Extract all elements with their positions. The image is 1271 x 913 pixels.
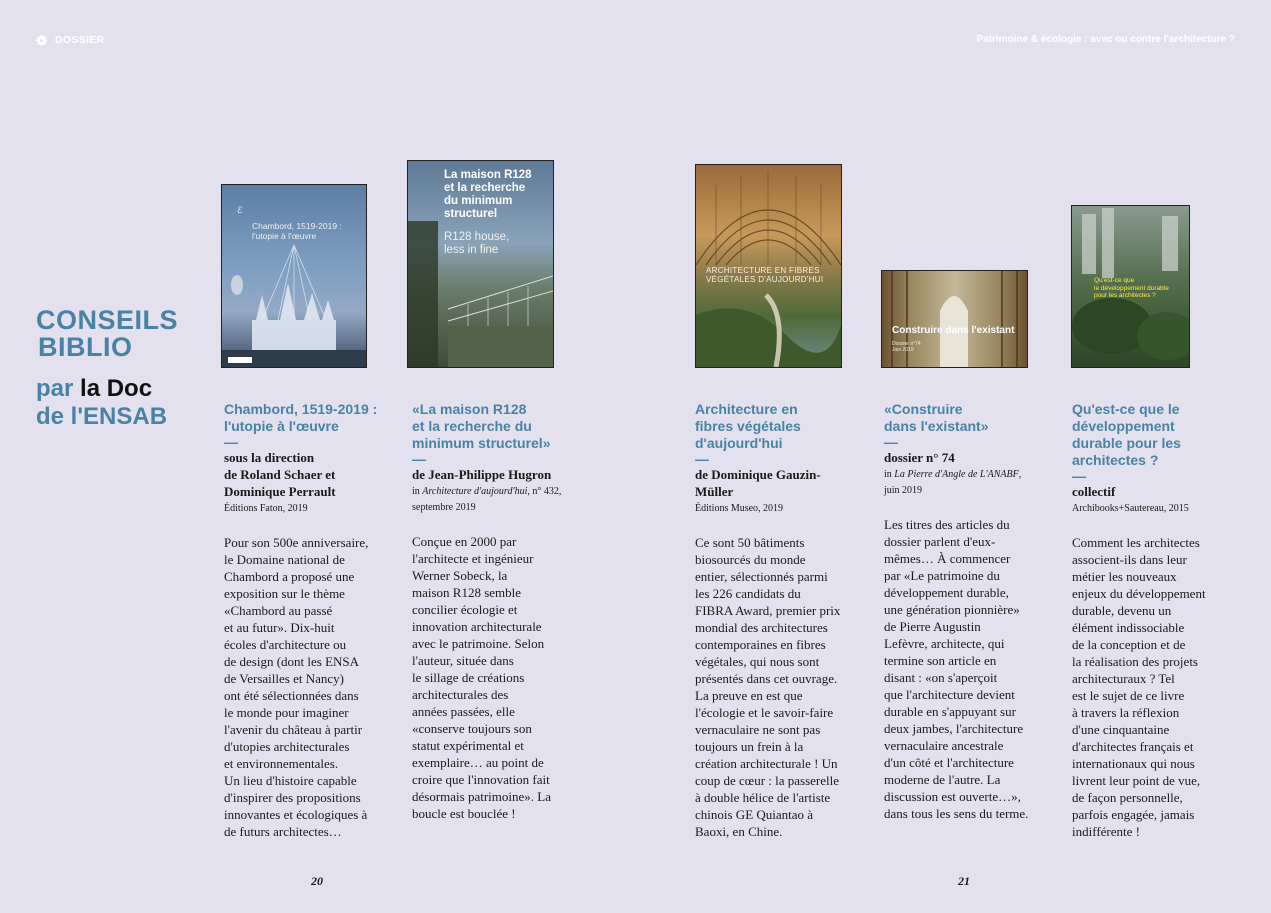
book-title: «La maison R128 et la recherche du minimum structurel» — [412, 401, 551, 451]
book-summary: Les titres des articles du dossier parlent d'eux- mêmes… À commencer par «Le patrimoine du développement durable, une génération pionnière» de Pierre Augustin Lefèvre, architecte, qui termine son article en disant : «on s'aperçoit que l'architecture devient durable en s'appuyant sur deux jambes, l'architecture vernaculaire ancestrale d'un côté et l'architecture moderne de l'autre. La discussion est ouverte…», dans tous les sens du terme. — [884, 517, 1029, 821]
title-dash: — — [884, 434, 898, 450]
book-entry-qdd — [1072, 401, 1252, 840]
book-title: Architecture en fibres végétales d'aujourd'hui — [695, 401, 801, 451]
byline-doc: la Doc — [80, 375, 153, 402]
svg-text:ℰ: ℰ — [237, 205, 243, 215]
title-dash: — — [695, 451, 709, 467]
book-entry-chambord — [224, 401, 404, 840]
book-entry-fibres — [695, 401, 875, 840]
publisher-issue: , juin 2019 — [884, 469, 1022, 496]
publisher-issue: , n° 432, septembre 2019 — [412, 486, 562, 513]
book-publisher: Éditions Faton, 2019 — [224, 503, 308, 514]
cover-chambord — [221, 184, 367, 368]
title-dash: — — [224, 434, 238, 450]
book-author: dossier n° 74 — [884, 450, 955, 465]
byline-ensab: de l'ENSAB — [36, 403, 168, 430]
book-entry-r128 — [412, 401, 592, 822]
chambord-illustration — [222, 185, 366, 367]
book-entry-existant — [884, 401, 1064, 822]
book-author: collectif — [1072, 484, 1116, 499]
book-title: «Construire dans l'existant» — [884, 401, 989, 434]
cover-existant-meta: Dossier n°74 Juin 2019 — [892, 341, 921, 353]
book-author: de Jean-Philippe Hugron — [412, 467, 552, 482]
cover-r128-title: La maison R128 et la recherche du minimum structurel — [444, 169, 532, 220]
cover-r128 — [407, 160, 554, 368]
gear-icon — [36, 35, 47, 46]
book-summary: Pour son 500e anniversaire, le Domaine national de Chambord a proposé une exposition sur le thème «Chambord au passé et au futur». Dix-huit écoles d'architecture ou de design (dont les ENSA de Versailles et Nancy) ont été sélectionnées dans le monde pour imaginer l'avenir du château à partir d'utopies architecturales et environnementales. Un lieu d'histoire capable d'inspirer des propositions innovantes et écologiques à de futurs architectes… — [224, 535, 369, 839]
page-number-right: 21 — [958, 874, 970, 888]
book-summary: Conçue en 2000 par l'architecte et ingénieur Werner Sobeck, la maison R128 semble concilier écologie et innovation architecturale avec le patrimoine. Selon l'auteur, située dans le sillage de créations architecturales des années passées, elle «conserve toujours son statut expérimental et exemplaire… au point de croire que l'innovation fait désormais patrimoine». La boucle est bouclée ! — [412, 534, 551, 821]
cover-existant — [881, 270, 1028, 368]
book-summary: Ce sont 50 bâtiments biosourcés du monde entier, sélectionnés parmi les 226 candidats du FIBRA Award, premier prix mondial des architectures contemporaines en fibres végétales, qui nous sont présentés dans cet ouvrage. La preuve en est que l'écologie et le savoir-faire vernaculaire ne sont pas toujours un frein à la création architecturale ! Un coup de cœur : la passerelle à double hélice de l'artiste chinois GE Quiantao à Baoxi, en Chine. — [695, 535, 841, 839]
publisher-prefix: in — [412, 486, 423, 497]
book-author: de Dominique Gauzin- Müller — [695, 467, 821, 499]
running-title: Patrimoine & écologie : avec ou contre l'architecture ? — [976, 34, 1235, 45]
publisher-journal: Architecture d'aujourd'hui — [422, 486, 528, 497]
cover-qdd — [1071, 205, 1190, 368]
title-dash: — — [412, 451, 426, 467]
publisher-journal: La Pierre d'Angle de L'ANABF — [894, 469, 1019, 480]
book-publisher: Éditions Museo, 2019 — [695, 503, 784, 514]
byline-prefix: par — [36, 375, 74, 402]
title-line-1: CONSEILS — [36, 305, 179, 335]
book-publisher — [884, 467, 1064, 499]
title-line-2: BIBLIO — [38, 332, 133, 362]
publisher-prefix: in — [884, 469, 895, 480]
book-publisher — [412, 484, 592, 516]
title-byline — [36, 375, 178, 431]
cover-r128-subtitle: R128 house, less in fine — [444, 231, 510, 256]
page-number-left: 20 — [311, 874, 323, 888]
section-label: DOSSIER — [55, 34, 105, 46]
book-title: Chambord, 1519-2019 : l'utopie à l'œuvre — [224, 401, 378, 434]
book-author: sous la direction de Roland Schaer et Dominique Perrault — [224, 450, 336, 499]
book-summary: Comment les architectes associent-ils dans leur métier les nouveaux enjeux du développement durable, devenu un élément indissociable de la conception et de la réalisation des projets architecturaux ? Tel est le sujet de ce livre à travers la réflexion d'une cinquantaine d'architectes français et internationaux qui nous livrent leur point de vue, de façon personnelle, parfois engagée, jamais indifférente ! — [1072, 535, 1206, 839]
cover-existant-title: Construire dans l'existant — [892, 325, 1015, 336]
cover-qdd-title: Qu'est-ce que le développement durable pour les architectes ? — [1094, 277, 1169, 299]
title-dash: — — [1072, 468, 1086, 484]
cover-chambord-title: Chambord, 1519-2019 : l'utopie à l'œuvre — [252, 221, 342, 241]
cover-fibres-title: ARCHITECTURE EN FIBRES VÉGÉTALES D'AUJOURD'HUI — [706, 266, 824, 284]
book-publisher: Archibooks+Sautereau, 2015 — [1072, 503, 1189, 514]
cover-fibres — [695, 164, 842, 368]
page-title — [36, 307, 178, 431]
book-title: Qu'est-ce que le développement durable pour les architectes ? — [1072, 401, 1181, 468]
section-header — [36, 34, 104, 46]
